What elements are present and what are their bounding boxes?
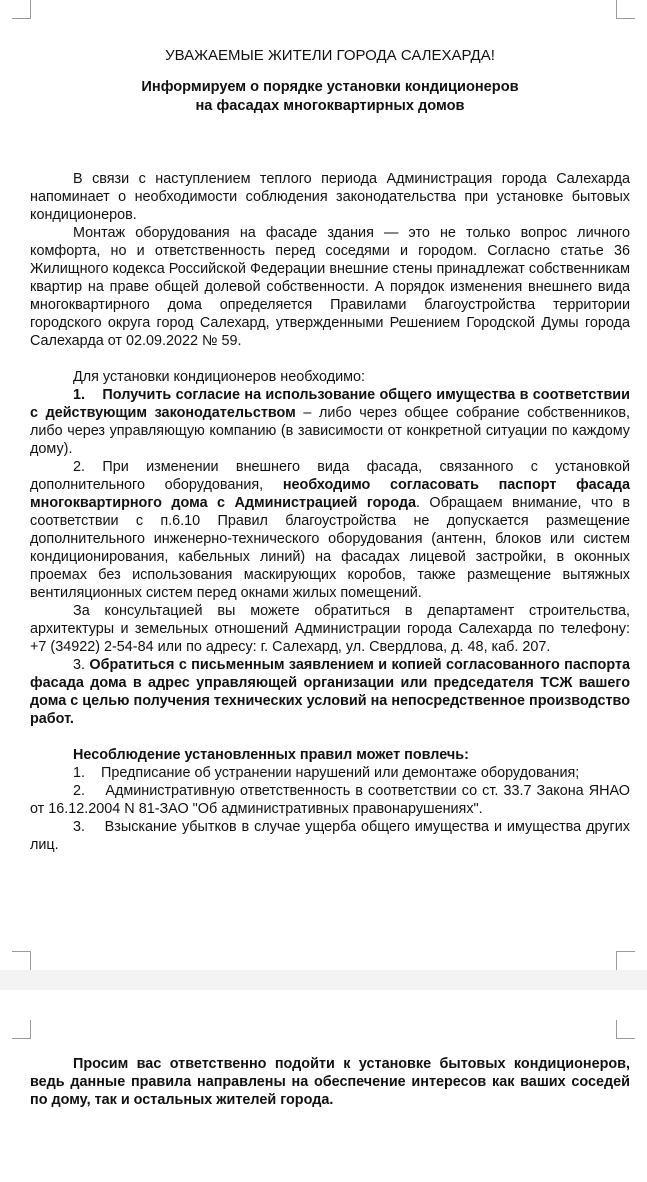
page-2-content [30,1055,630,1109]
item-1-text: – либо через общее собрание собственников, либо через управляющую компанию (в зависимости от конкретной ситуации по каждому дому). [30,405,630,457]
consequence-item-2: 2. Административную ответственность в соответствии со ст. 33.7 Закона ЯНАО от 16.12.2004 N 81-ЗАО "Об административных правонарушениях". [30,783,634,817]
document-title: УВАЖАЕМЫЕ ЖИТЕЛИ ГОРОДА САЛЕХАРДА! [165,47,495,64]
document-subtitle [30,78,630,116]
requirements-heading: Для установки кондиционеров необходимо: [73,369,366,385]
page-corner-mark [12,1020,31,1039]
consequences-heading [30,746,630,764]
consequence-item-3: 3. Взыскание убытков в случае ущерба общего имущества и имущества других лиц. [30,819,634,853]
subtitle-line-1: Информируем о порядке установки кондиционеров [141,79,519,95]
item-2-number: 2. [73,459,86,475]
requirement-item-3 [30,656,630,728]
consultation-paragraph: За консультацией вы можете обратиться в департамент строительства, архитектуры и земельных отношений Администрации города Салехарда по телефону: +7 (34922) 2-54-84 или по адресу: г. Салехард, ул. Свердлова, д. 48, каб. 207. [30,603,630,655]
page-corner-mark [616,1020,635,1039]
closing-paragraph [30,1055,630,1109]
page-corner-mark [616,0,635,19]
item-3-number: 3. [73,657,86,673]
page-corner-mark [12,0,31,19]
document-page-2 [0,990,647,1182]
item-2-text-a: При изменении внешнего вида фасада, связанного с установкой дополнительного оборудования, [30,459,631,493]
item-3-bold-text: Обратиться с письменным заявлением и копией согласованного паспорта фасада дома в адрес управляющей организации или председателя ТСЖ вашего дома с целью получения технических условий на непосредственное производство работ. [30,657,630,727]
page-corner-mark [12,951,31,970]
item-1-number: 1. [73,387,86,403]
item-2-bold-text: необходимо согласовать паспорт фасада многоквартирного дома с Администрацией города [30,477,631,511]
intro-paragraph: В связи с наступлением теплого периода Администрация города Салехарда напоминает о необходимости соблюдения законодательства при установке бытовых кондиционеров. [30,171,630,223]
consequences-heading-text: Несоблюдение установленных правил может повлечь: [73,747,469,763]
page-corner-mark [616,951,635,970]
closing-text: Просим вас ответственно подойти к установке бытовых кондиционеров, ведь данные правила направлены на обеспечение интересов как ваших соседей по дому, так и остальных жителей города. [30,1056,630,1108]
item-2-text-b: . Обращаем внимание, что в соответствии с п.6.10 Правил благоустройства не допускается размещение дополнительного инженерно-технического оборудования (антенн, блоков или систем кондиционирования, кабельных линий) на фасадах лицевой застройки, в оконных проемах без использования маскирующих коробов, также размещение вытяжных вентиляционных систем перед окнами жилых помещений. [30,495,630,601]
item-1-bold-text: Получить согласие на использование общего имущества в соответствии с действующим законодательством [30,387,630,421]
consequence-item-1: 1. Предписание об устранении нарушений или демонтаже оборудования; [73,765,580,781]
subtitle-line-2: на фасадах многоквартирных домов [195,98,465,114]
requirement-item-2 [30,458,630,602]
requirement-item-1 [30,386,630,458]
legal-basis-paragraph: Монтаж оборудования на фасаде здания — это не только вопрос личного комфорта, но и ответственность перед соседями и городом. Согласно статье 36 Жилищного кодекса Российской Федерации внешние стены принадлежат собственникам квартир на праве общей долевой собственности. А порядок изменения внешнего вида многоквартирного дома определяется Правилами благоустройства территории городского округа город Салехард, утвержденными Решением Городской Думы города Салехарда от 02.09.2022 № 59. [30,225,630,349]
page-1-content [30,46,634,854]
